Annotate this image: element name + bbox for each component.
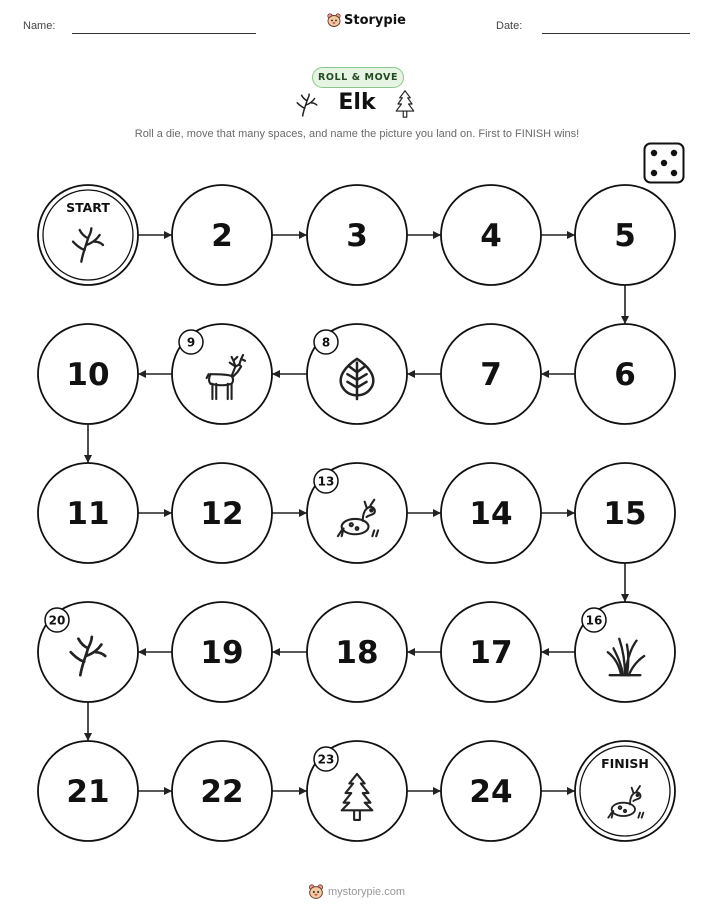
- space-number: 23: [317, 752, 335, 767]
- brand-name: Storypie: [344, 13, 406, 28]
- space-number: 2: [211, 218, 233, 254]
- space-number: 8: [321, 335, 331, 350]
- board-space: [575, 463, 675, 563]
- path-arrowhead: [433, 231, 441, 239]
- finish-space: [575, 741, 675, 841]
- space-number: 10: [66, 357, 110, 393]
- space-number: 22: [200, 774, 244, 810]
- board-space: [441, 741, 541, 841]
- space-number: 19: [200, 635, 244, 671]
- path-arrowhead: [541, 648, 549, 656]
- space-number: 3: [346, 218, 368, 254]
- footer: [308, 884, 405, 900]
- board-space: [172, 741, 272, 841]
- space-number: 9: [186, 335, 196, 350]
- space-number: 21: [66, 774, 110, 810]
- path-arrowhead: [407, 370, 415, 378]
- storypie-mascot-icon: [308, 884, 324, 900]
- path-arrowhead: [433, 787, 441, 795]
- space-number: 7: [480, 357, 502, 393]
- path-arrowhead: [84, 733, 92, 741]
- path-arrowhead: [621, 316, 629, 324]
- path-arrowhead: [299, 509, 307, 517]
- board-space: [38, 324, 138, 424]
- space-number: 6: [614, 357, 636, 393]
- space-number: 17: [469, 635, 513, 671]
- name-label: Name:: [23, 20, 56, 32]
- space-number: 13: [317, 474, 335, 489]
- start-space: [38, 185, 138, 285]
- space-number: 12: [200, 496, 244, 532]
- space-label: START: [66, 200, 110, 215]
- board-space: [441, 324, 541, 424]
- path-arrowhead: [541, 370, 549, 378]
- path-arrowhead: [621, 594, 629, 602]
- board-space: [172, 185, 272, 285]
- instructions-text: Roll a die, move that many spaces, and name the picture you land on. First to FINISH wins!: [134, 128, 580, 140]
- board-space: [172, 463, 272, 563]
- board-space: [38, 741, 138, 841]
- path-arrowhead: [272, 648, 280, 656]
- space-label: FINISH: [601, 756, 649, 771]
- path-arrowhead: [407, 648, 415, 656]
- board-space: [575, 185, 675, 285]
- board-space: [441, 185, 541, 285]
- board-space: [307, 602, 407, 702]
- path-arrowhead: [164, 787, 172, 795]
- board-space: [575, 324, 675, 424]
- game-type-badge: ROLL & MOVE: [312, 67, 404, 88]
- board-space: [38, 463, 138, 563]
- path-arrowhead: [272, 370, 280, 378]
- space-number: 24: [469, 774, 513, 810]
- path-arrowhead: [299, 231, 307, 239]
- board-space: [441, 602, 541, 702]
- path-arrowhead: [138, 648, 146, 656]
- path-arrowhead: [433, 509, 441, 517]
- space-number: 16: [585, 613, 603, 628]
- space-number: 5: [614, 218, 636, 254]
- path-arrowhead: [138, 370, 146, 378]
- path-arrowhead: [567, 787, 575, 795]
- space-number: 4: [480, 218, 502, 254]
- path-arrowhead: [164, 509, 172, 517]
- space-number: 11: [66, 496, 110, 532]
- board-space: [172, 602, 272, 702]
- space-number: 15: [603, 496, 647, 532]
- path-arrowhead: [567, 231, 575, 239]
- space-number: 18: [335, 635, 379, 671]
- page-title: Elk: [338, 90, 376, 115]
- board-space: [441, 463, 541, 563]
- footer-url[interactable]: mystorypie.com: [328, 886, 406, 898]
- space-number: 14: [469, 496, 513, 532]
- path-arrowhead: [164, 231, 172, 239]
- path-arrowhead: [299, 787, 307, 795]
- board-space: [307, 185, 407, 285]
- path-arrowhead: [567, 509, 575, 517]
- date-label: Date:: [496, 20, 523, 32]
- space-number: 20: [48, 613, 66, 628]
- path-arrowhead: [84, 455, 92, 463]
